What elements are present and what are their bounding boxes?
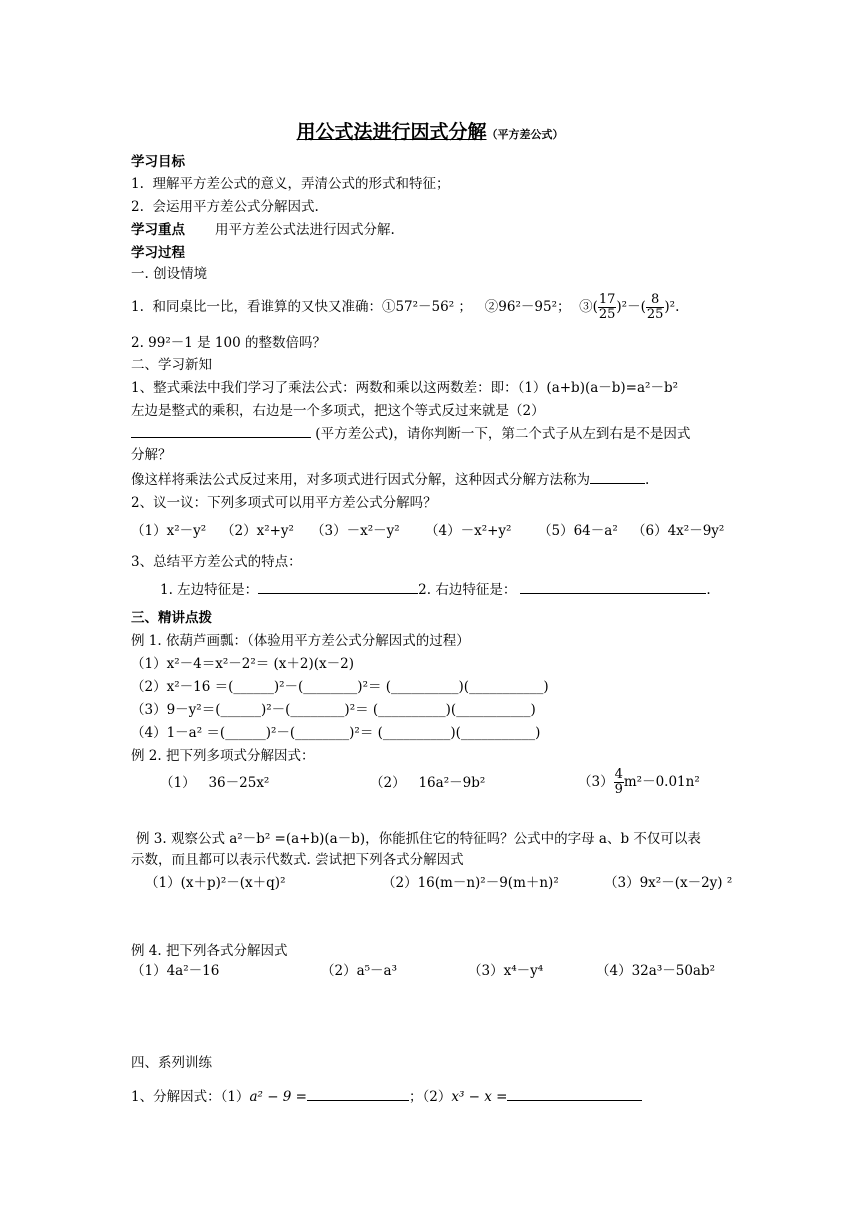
- key-text: 用平方差公式法进行因式分解.: [215, 222, 395, 238]
- frac-den: 25: [646, 307, 664, 322]
- section-2-para-line-4: 分解？: [131, 447, 172, 463]
- example-1-heading: 例 1. 依葫芦画瓢：（体验用平方差公式分解因式的过程）: [131, 633, 470, 649]
- example-1-line-2: （2）x²－16 ＝(______)²－(________)²＝ (__________)(___________): [131, 679, 549, 695]
- example-4-item-1: （1）4a²－16: [131, 963, 220, 979]
- fraction-4-9: [614, 768, 624, 797]
- page-title: [0, 117, 860, 144]
- goal-item-1: 1. 理解平方差公式的意义，弄清公式的形式和特征；: [131, 176, 450, 192]
- frac-num: 4: [614, 767, 623, 782]
- right-feature-blank[interactable]: [520, 580, 706, 594]
- process-heading: 学习过程: [131, 245, 185, 261]
- example-3-item-2: （2）16(m－n)²－9(m＋n)²: [382, 875, 559, 891]
- q1-end: )².: [664, 299, 680, 315]
- frac-den: 25: [598, 307, 616, 322]
- discussion-item-5: （5）64－a²: [538, 523, 618, 539]
- section-2-para-line-3: [131, 424, 690, 443]
- fraction-17-25: [598, 293, 617, 322]
- section-2-heading: 二、学习新知: [131, 357, 212, 373]
- example-3-line-2: 示数，而且都可以表示代数式. 尝试把下列各式分解因式: [131, 852, 464, 868]
- goals-heading: 学习目标: [131, 154, 185, 170]
- example-3-item-1: （1）(x＋p)²－(x＋q)²: [145, 875, 286, 891]
- item3-prefix: （3）: [578, 774, 614, 790]
- summary-heading: 3、总结平方差公式的特点：: [131, 554, 302, 570]
- answer-blank-2[interactable]: [507, 1087, 642, 1101]
- expression-2: x³ − x =: [451, 1089, 508, 1105]
- title-main: 用公式法进行因式分解: [296, 121, 487, 143]
- discussion-item-1: （1）x²－y²: [131, 523, 207, 539]
- q1-mid: )²－(: [616, 299, 646, 315]
- example-4-item-4: （4）32a³－50ab²: [596, 963, 716, 979]
- title-subtitle: （平方差公式）: [486, 128, 564, 141]
- example-4-item-3: （3）x⁴－y⁴: [468, 963, 544, 979]
- discussion-item-3: （3）－x²－y²: [311, 523, 400, 539]
- section-3-heading: 三、精讲点拨: [131, 610, 212, 626]
- discussion-item-4: （4）－x²+y²: [425, 523, 512, 539]
- example-3-item-3: （3）9x²－(x－2y) ²: [604, 875, 733, 891]
- example-2-item-2: （2） 16a²－9b²: [370, 775, 486, 791]
- summary-end: .: [706, 582, 711, 598]
- example-3-line-1: 例 3. 观察公式 a²－b² =(a+b)(a－b)，你能抓住它的特征吗？公式中的字母 a、b 不仅可以表: [136, 831, 701, 847]
- q1-separator: ；（2）: [408, 1089, 452, 1105]
- frac-num: 17: [598, 292, 616, 307]
- left-feature-blank[interactable]: [258, 580, 418, 594]
- example-2-item-1: （1） 36－25x²: [160, 775, 270, 791]
- goal-item-2: 2. 会运用平方差公式分解因式.: [131, 199, 319, 215]
- section-2-para-line-2: 左边是整式的乘积，右边是一个多项式，把这个等式反过来就是（2）: [131, 403, 545, 419]
- example-2-heading: 例 2. 把下列多项式分解因式：: [131, 748, 315, 764]
- q1-prefix: 1. 和同桌比一比，看谁算的又快又准确：①57²－56² ； ②96²－95²； ③(: [131, 299, 598, 315]
- fraction-8-25: [646, 293, 665, 322]
- left-feature-label: 1. 左边特征是：: [160, 582, 259, 598]
- key-label: 学习重点: [131, 222, 185, 238]
- example-1-line-4: （4）1－a² ＝(______)²－(________)²＝ (__________)(___________): [131, 725, 541, 741]
- discussion-item-2: （2）x²+y²: [221, 523, 294, 539]
- q1-prefix: 1、分解因式：（1）: [131, 1089, 250, 1105]
- item3-rest: m²－0.01n²: [623, 774, 700, 790]
- section-1-question-2: 2. 99²－1 是 100 的整数倍吗？: [131, 335, 326, 351]
- example-4-heading: 例 4. 把下列各式分解因式: [131, 943, 288, 959]
- section-2-para-line-5: [131, 470, 649, 489]
- line5-end: .: [645, 472, 650, 488]
- section-1-heading: 一. 创设情境: [131, 266, 208, 282]
- example-1-line-1: （1）x²－4＝x²－2²＝ (x＋2)(x－2): [131, 656, 354, 672]
- line5-text: 像这样将乘法公式反过来用，对多项式进行因式分解，这种因式分解方法称为: [131, 472, 590, 488]
- example-2-item-3: [578, 764, 700, 800]
- summary-line: [160, 580, 711, 599]
- answer-blank[interactable]: [590, 470, 645, 484]
- discussion-heading: 2、议一议：下列多项式可以用平方差公式分解吗？: [131, 495, 437, 511]
- example-1-line-3: （3）9－y²＝(______)²－(________)²＝ (__________)(___________): [131, 702, 536, 718]
- training-question-1: [131, 1087, 642, 1106]
- line3-text: (平方差公式)，请你判断一下，第二个式子从左到右是不是因式: [315, 426, 691, 442]
- expression-1: a² − 9 =: [249, 1089, 307, 1105]
- answer-blank-1[interactable]: [307, 1087, 409, 1101]
- frac-den: 9: [614, 782, 623, 797]
- key-point: [131, 221, 395, 239]
- section-2-para-line-1: 1、整式乘法中我们学习了乘法公式：两数和乘以这两数差：即：（1）(a+b)(a－b)=a²－b²: [131, 380, 679, 396]
- right-feature-label: 2. 右边特征是：: [418, 582, 517, 598]
- section-4-heading: 四、系列训练: [131, 1055, 212, 1071]
- frac-num: 8: [646, 293, 665, 308]
- answer-blank[interactable]: [131, 424, 311, 438]
- example-4-item-2: （2）a⁵－a³: [321, 963, 398, 979]
- discussion-item-6: （6）4x²－9y²: [632, 523, 725, 539]
- section-1-question-1: [131, 289, 679, 325]
